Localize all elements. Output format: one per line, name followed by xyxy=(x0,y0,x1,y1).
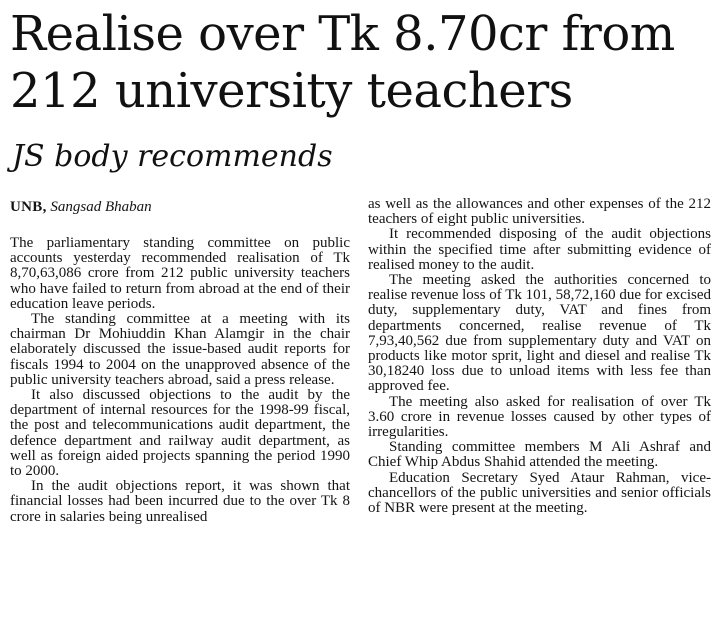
paragraph: The standing committee at a meeting with its chairman Dr Mohiuddin Khan Alamgir in the chair elaborately discussed the issue-based audit reports for fiscals 1994 to 2004 on the unapproved absence of the public university teachers abroad, said a press release. xyxy=(10,311,350,388)
byline xyxy=(10,198,350,216)
paragraph: It also discussed objections to the audit by the department of internal resources for the 1998-99 fiscal, the post and telecommunications audit department, the defence department and railway audit department, as well as foreign aided projects spanning the period 1990 to 2000. xyxy=(10,387,350,480)
paragraph: The meeting asked the authorities concerned to realise revenue loss of Tk 101, 58,72,160 due for excised duty, supplementary duty, VAT and fines from departments concerned, realise revenue of Tk 7,93,40,562 due from supplementary duty and VAT on products like motor sprit, light and diesel and realise Tk 30,18240 loss due to unload items with less fee than approved fee. xyxy=(368,272,711,395)
paragraph: as well as the allowances and other expenses of the 212 teachers of eight public universities. xyxy=(368,196,711,228)
paragraph: It recommended disposing of the audit objections within the specified time after submitting evidence of realised money to the audit. xyxy=(368,226,711,273)
paragraph: The meeting also asked for realisation of over Tk 3.60 crore in revenue losses caused by other types of irregularities. xyxy=(368,393,711,441)
paragraph: Education Secretary Syed Ataur Rahman, vice-chancellors of the public universities and senior officials of NBR were present at the meeting. xyxy=(368,469,711,517)
paragraph: Standing committee members M Ali Ashraf and Chief Whip Abdus Shahid attended the meeting. xyxy=(368,439,711,471)
paragraph: The parliamentary standing committee on public accounts yesterday recommended realisation of Tk 8,70,63,086 crore from 212 public university teachers who have failed to return from abroad at the end of their education leave periods. xyxy=(10,235,350,312)
article-column-left xyxy=(10,198,350,525)
article-column-right xyxy=(368,197,711,516)
subheadline: JS body recommends xyxy=(12,139,333,174)
paragraph: In the audit objections report, it was shown that financial losses had been incurred due to the over Tk 8 crore in salaries being unrealised xyxy=(10,478,350,525)
headline: Realise over Tk 8.70cr from 212 university teachers xyxy=(10,6,675,119)
byline-agency: UNB, xyxy=(10,199,47,215)
byline-place: Sangsad Bhaban xyxy=(50,199,152,215)
